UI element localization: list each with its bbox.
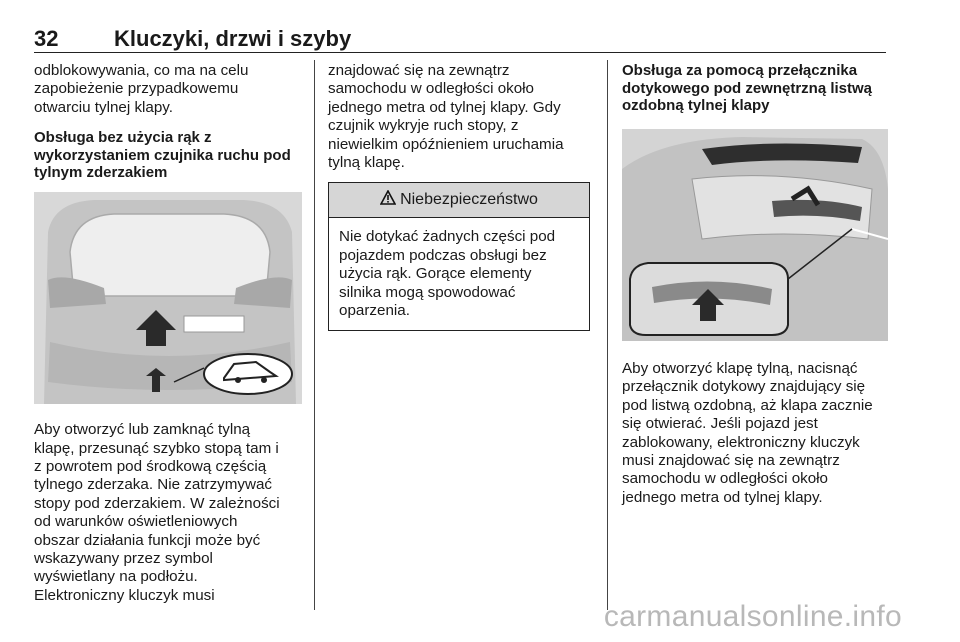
text-line: Elektroniczny kluczyk musi [34, 586, 215, 604]
text-line: jednego metra od tylnej klapy. [622, 488, 823, 506]
text-line: stopy pod zderzakiem. W zależności [34, 494, 280, 512]
body-handsfree [34, 421, 302, 605]
text-line: samochodu w odległości około [622, 470, 828, 488]
text-line: otwarciu tylnej klapy. [34, 98, 173, 116]
text-line: samochodu w odległości około [328, 80, 534, 98]
text-line: Nie dotykać żadnych części pod [339, 228, 556, 246]
text-line: dotykowego pod zewnętrzną listwą [622, 79, 873, 97]
text-line: użycia rąk. Gorące elementy [339, 265, 532, 283]
text-line: przełącznik dotykowy znajdujący się [622, 378, 866, 396]
text-line: Obsługa za pomocą przełącznika [622, 62, 858, 79]
text-line: niewielkim opóźnieniem uruchamia [328, 135, 564, 153]
column-2 [328, 62, 590, 331]
column-1 [34, 62, 302, 605]
text-line: wyświetlany na podłożu. [34, 568, 198, 586]
text-line: zapobieżenie przypadkowemu [34, 80, 239, 98]
page-title: Kluczyki, drzwi i szyby [114, 26, 352, 51]
figure-touch-switch [622, 129, 888, 346]
text-line: tylnego zderzaka. Nie zatrzymywać [34, 476, 273, 494]
text-line: pojazdem podczas obsługi bez [339, 246, 547, 264]
warning-triangle-icon [380, 190, 396, 210]
text-line: klapę, przesunąć szybko stopą tam i [34, 439, 279, 457]
text-line: czujnik wykryje ruch stopy, z [328, 117, 519, 135]
text-line: odblokowywania, co ma na celu [34, 62, 249, 79]
column-3 [622, 62, 888, 507]
watermark: carmanualsonline.info [603, 600, 902, 633]
text-line: obszar działania funkcji może być [34, 531, 261, 549]
subheading-touch-switch [622, 62, 888, 115]
text-line: pod listwą ozdobną, aż klapa zacznie [622, 396, 873, 414]
subheading-handsfree [34, 129, 302, 182]
rear-car-illustration [34, 192, 302, 404]
figure-foot-sensor [34, 192, 302, 409]
text-line: Aby otworzyć lub zamknąć tylną [34, 421, 251, 439]
body-touch-switch [622, 360, 888, 507]
text-line: tylną klapę. [328, 154, 405, 172]
column-divider-1 [314, 60, 315, 610]
text-line: się otwierać. Jeśli pojazd jest [622, 415, 818, 433]
danger-body [329, 218, 589, 330]
page-number: 32 [34, 26, 59, 51]
text-line: od warunków oświetleniowych [34, 513, 238, 531]
text-line: wskazywany przez symbol [34, 549, 213, 567]
text-line: zablokowany, elektroniczny kluczyk [622, 433, 860, 451]
text-line: Obsługa bez użycia rąk z [34, 129, 212, 147]
text-line: jednego metra od tylnej klapy. Gdy [328, 98, 561, 116]
page-header [34, 26, 886, 53]
column-divider-2 [607, 60, 608, 610]
text-line: ozdobną tylnej klapy [622, 97, 770, 114]
text-line: musi znajdować się na zewnątrz [622, 451, 840, 469]
tailgate-switch-illustration [622, 129, 888, 341]
danger-header [329, 183, 589, 218]
text-line: silnika mogą spowodować [339, 283, 516, 301]
text-line: wykorzystaniem czujnika ruchu pod [34, 146, 291, 164]
text-line: oparzenia. [339, 302, 410, 320]
danger-box [328, 182, 590, 331]
text-line: z powrotem pod środkową częścią [34, 457, 267, 475]
body-continued [328, 62, 590, 172]
danger-title: Niebezpieczeństwo [400, 191, 538, 209]
intro-paragraph [34, 62, 302, 117]
text-line: znajdować się na zewnątrz [328, 62, 510, 79]
text-line: Aby otworzyć klapę tylną, nacisnąć [622, 359, 858, 377]
text-line: tylnym zderzakiem [34, 164, 168, 182]
